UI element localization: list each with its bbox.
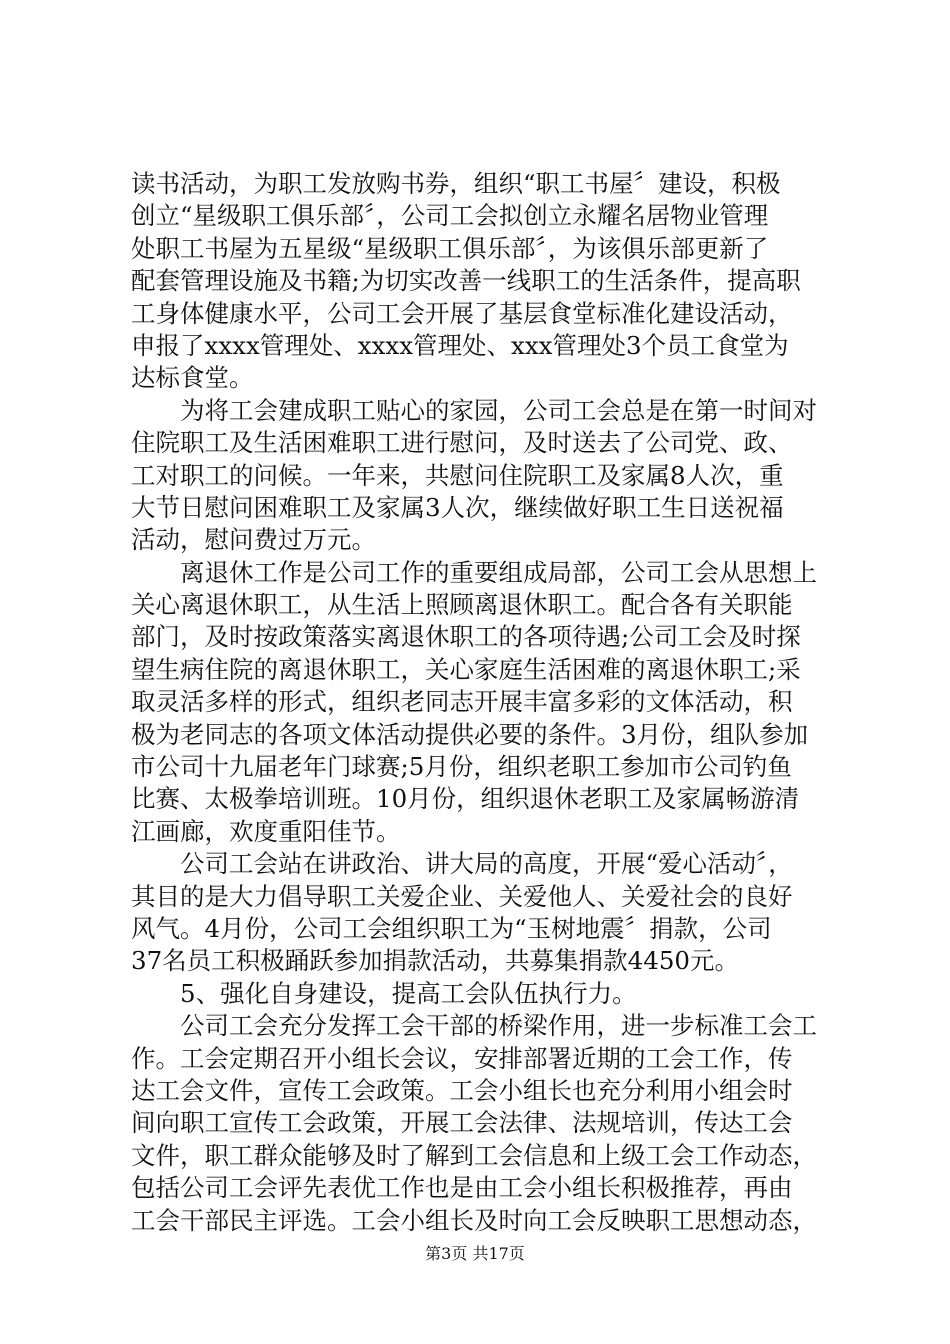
text-line: 比赛、太极拳培训班。10月份，组织退休老职工及家属畅游清 (131, 784, 800, 814)
text-line: 创立“星级职工俱乐部〞，公司工会拟创立永耀名居物业管理 (131, 201, 769, 231)
text-line: 住院职工及生活困难职工进行慰问，及时送去了公司党、政、 (131, 428, 793, 458)
text-line: 取灵活多样的形式，组织老同志开展丰富多彩的文体活动，积 (131, 687, 793, 717)
text-line: 配套管理设施及书籍;为切实改善一线职工的生活条件，提高职 (131, 266, 801, 296)
text-line: 市公司十九届老年门球赛;5月份，组织老职工参加市公司钓鱼 (131, 752, 792, 782)
text-line: 作。工会定期召开小组长会议，安排部署近期的工会工作，传 (131, 1043, 793, 1073)
text-line: 工会干部民主评选。工会小组长及时向工会反映职工思想动态， (131, 1205, 817, 1235)
text-line: 为将工会建成职工贴心的家园，公司工会总是在第一时间对 (131, 395, 817, 425)
text-line: 处职工书屋为五星级“星级职工俱乐部〞，为该俱乐部更新了 (131, 233, 769, 263)
page-footer (0, 1244, 950, 1264)
text-line: 工身体健康水平，公司工会开展了基层食堂标准化建设活动， (131, 298, 793, 328)
text-line: 望生病住院的离退休职工，关心家庭生活困难的离退休职工;采 (131, 654, 801, 684)
text-line: 江画廊，欢度重阳佳节。 (131, 816, 401, 846)
text-line: 文件，职工群众能够及时了解到工会信息和上级工会工作动态， (131, 1140, 817, 1170)
text-line: 读书活动，为职工发放购书券，组织“职工书屋〞建设，积极 (131, 169, 781, 198)
text-line: 极为老同志的各项文体活动提供必要的条件。3月份，组队参加 (131, 719, 809, 749)
text-line: 37名员工积极踊跃参加捐款活动，共募集捐款4450元。 (131, 946, 740, 976)
text-line: 其目的是大力倡导职工关爱企业、关爱他人、关爱社会的良好 (131, 881, 793, 911)
page-number: 第3页 共17页 (425, 1244, 525, 1263)
text-line: 5、强化自身建设，提高工会队伍执行力。 (131, 978, 637, 1008)
text-line: 部门，及时按政策落实离退休职工的各项待遇;公司工会及时探 (131, 622, 801, 652)
text-line: 风气。4月份，公司工会组织职工为“玉树地震〞捐款，公司 (131, 913, 772, 943)
text-line: 达工会文件，宣传工会政策。工会小组长也充分利用小组会时 (131, 1075, 793, 1105)
text-line: 公司工会站在讲政治、讲大局的高度，开展“爱心活动〞， (131, 849, 793, 879)
text-line: 间向职工宣传工会政策，开展工会法律、法规培训，传达工会 (131, 1108, 793, 1138)
document-body (131, 168, 831, 1237)
text-line: 达标食堂。 (131, 363, 254, 393)
text-line: 工对职工的问候。一年来，共慰问住院职工及家属8人次，重 (131, 460, 784, 490)
text-line: 大节日慰问困难职工及家属3人次，继续做好职工生日送祝福 (131, 492, 784, 522)
text-line: 关心离退休职工，从生活上照顾离退休职工。配合各有关职能 (131, 590, 793, 620)
text-line: 包括公司工会评先表优工作也是由工会小组长积极推荐，再由 (131, 1173, 793, 1203)
text-line: 申报了xxxx管理处、xxxx管理处、xxx管理处3个员工食堂为 (131, 330, 789, 360)
text-line: 活动，慰问费过万元。 (131, 525, 376, 555)
text-line: 公司工会充分发挥工会干部的桥梁作用，进一步标准工会工 (131, 1011, 817, 1041)
text-line: 离退休工作是公司工作的重要组成局部，公司工会从思想上 (131, 557, 817, 587)
